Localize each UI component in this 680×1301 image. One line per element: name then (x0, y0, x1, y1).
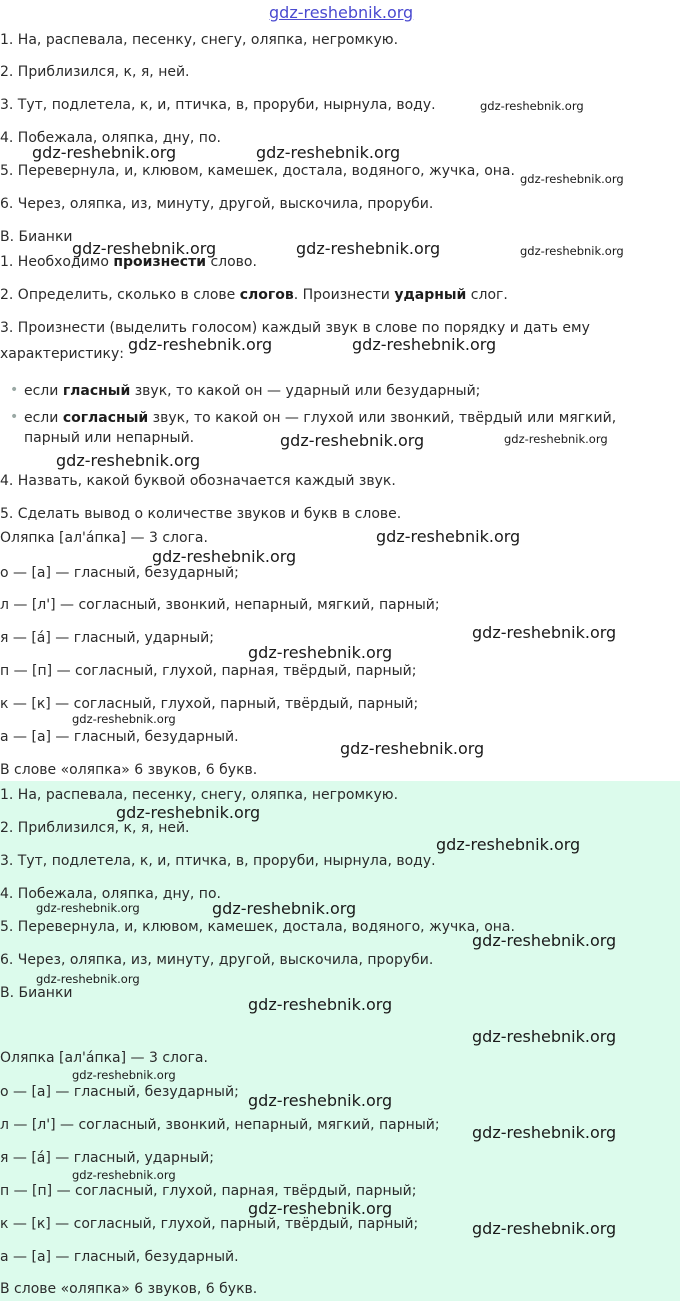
watermark: gdz-reshebnik.org (248, 1091, 393, 1110)
step-2-bold-1: слогов (239, 287, 294, 303)
step-4: 4. Назвать, какой буквой обозначается каждый звук. (0, 473, 396, 489)
letter-l: л — [л'] — согласный, звонкий, непарный, мягкий, парный; (0, 597, 440, 613)
step-1-end: слово. (206, 254, 257, 270)
watermark: gdz-reshebnik.org (340, 739, 485, 758)
watermark: gdz-reshebnik.org (128, 335, 273, 354)
letter-p: п — [п] — согласный, глухой, парная, твёрдый, парный; (0, 663, 417, 679)
watermark: gdz-reshebnik.org (248, 643, 393, 662)
bullet-consonant-text: если (24, 410, 63, 426)
bullet-vowel-text: если (24, 383, 63, 399)
watermark: gdz-reshebnik.org (504, 432, 608, 446)
watermark: gdz-reshebnik.org (520, 172, 624, 186)
step-1-bold: произнести (113, 254, 207, 270)
sentence-1: 1. На, распевала, песенку, снегу, оляпка, негромкую. (0, 32, 399, 48)
watermark: gdz-reshebnik.org (212, 899, 357, 918)
answer-letter-l: л — [л'] — согласный, звонкий, непарный, мягкий, парный; (0, 1117, 440, 1133)
watermark: gdz-reshebnik.org (36, 972, 140, 986)
watermark: gdz-reshebnik.org (56, 451, 201, 470)
watermark: gdz-reshebnik.org (116, 803, 261, 822)
letter-a: а — [а] — гласный, безударный. (0, 729, 239, 745)
letter-ya: я — [а́] — гласный, ударный; (0, 630, 214, 646)
step-2 (0, 286, 508, 304)
step-2-end: слог. (466, 287, 508, 303)
answer-letter-a: а — [а] — гласный, безударный. (0, 1249, 239, 1265)
answer-letter-p: п — [п] — согласный, глухой, парная, твёрдый, парный; (0, 1183, 417, 1199)
answer-sentence-2: 2. Приблизился, к, я, ней. (0, 820, 190, 836)
bullet-consonant-end: звук, то какой он — глухой или звонкий, твёрдый или мягкий, (148, 410, 617, 426)
answer-author: В. Бианки (0, 985, 73, 1001)
step-2-bold-2: ударный (394, 287, 467, 303)
step-5: 5. Сделать вывод о количестве звуков и букв в слове. (0, 506, 402, 522)
step-3-line-2: характеристику: (0, 346, 124, 362)
answer-letter-ya: я — [а́] — гласный, ударный; (0, 1150, 214, 1166)
sentence-2: 2. Приблизился, к, я, ней. (0, 64, 190, 80)
sentence-4: 4. Побежала, оляпка, дну, по. (0, 130, 221, 146)
watermark: gdz-reshebnik.org (472, 931, 617, 950)
watermark: gdz-reshebnik.org (436, 835, 581, 854)
watermark: gdz-reshebnik.org (72, 239, 217, 258)
watermark: gdz-reshebnik.org (480, 99, 584, 113)
watermark: gdz-reshebnik.org (352, 335, 497, 354)
watermark: gdz-reshebnik.org (256, 143, 401, 162)
watermark: gdz-reshebnik.org (472, 1027, 617, 1046)
answer-sentence-1: 1. На, распевала, песенку, снегу, оляпка, негромкую. (0, 787, 399, 803)
step-1-text: 1. Необходимо (0, 254, 114, 270)
watermark: gdz-reshebnik.org (36, 901, 140, 915)
letter-o: о — [а] — гласный, безударный; (0, 565, 239, 581)
watermark: gdz-reshebnik.org (472, 623, 617, 642)
watermark: gdz-reshebnik.org (248, 995, 393, 1014)
bullet-consonant-line-2: парный или непарный. (24, 430, 195, 446)
watermark: gdz-reshebnik.org (32, 143, 177, 162)
conclusion: В слове «оляпка» 6 звуков, 6 букв. (0, 762, 258, 778)
word-transcription: Оляпка [ал'а́пка] — 3 слога. (0, 530, 208, 546)
step-2-text: 2. Определить, сколько в слове (0, 287, 240, 303)
answer-sentence-4: 4. Побежала, оляпка, дну, по. (0, 886, 221, 902)
watermark: gdz-reshebnik.org (472, 1123, 617, 1142)
answer-letter-k: к — [к] — согласный, глухой, парный, твёрдый, парный; (0, 1216, 419, 1232)
watermark: gdz-reshebnik.org (296, 239, 441, 258)
author: В. Бианки (0, 229, 73, 245)
answer-sentence-6: 6. Через, оляпка, из, минуту, другой, выскочила, проруби. (0, 952, 434, 968)
bullet-vowel (24, 382, 480, 400)
bullet-icon: • (10, 382, 19, 398)
watermark: gdz-reshebnik.org (520, 244, 624, 258)
watermark: gdz-reshebnik.org (72, 1068, 176, 1082)
answer-sentence-5: 5. Перевернула, и, клювом, камешек, достала, водяного, жучка, она. (0, 919, 515, 935)
bullet-icon: • (10, 409, 19, 425)
watermark: gdz-reshebnik.org (152, 547, 297, 566)
watermark: gdz-reshebnik.org (280, 431, 425, 450)
answer-letter-o: о — [а] — гласный, безударный; (0, 1084, 239, 1100)
watermark-top[interactable]: gdz-reshebnik.org (269, 3, 414, 22)
step-3-line-1: 3. Произнести (выделить голосом) каждый звук в слове по порядку и дать ему (0, 320, 590, 336)
answer-conclusion: В слове «оляпка» 6 звуков, 6 букв. (0, 1281, 258, 1297)
answer-word-transcription: Оляпка [ал'а́пка] — 3 слога. (0, 1050, 208, 1066)
watermark: gdz-reshebnik.org (248, 1199, 393, 1218)
bullet-consonant-bold: согласный (62, 410, 149, 426)
bullet-vowel-bold: гласный (62, 383, 131, 399)
sentence-5: 5. Перевернула, и, клювом, камешек, достала, водяного, жучка, она. (0, 163, 515, 179)
step-2-mid: . Произнести (293, 287, 395, 303)
sentence-6: 6. Через, оляпка, из, минуту, другой, выскочила, проруби. (0, 196, 434, 212)
watermark: gdz-reshebnik.org (472, 1219, 617, 1238)
bullet-consonant (24, 409, 616, 427)
bullet-vowel-end: звук, то какой он — ударный или безударный; (130, 383, 481, 399)
answer-sentence-3: 3. Тут, подлетела, к, и, птичка, в, проруби, нырнула, воду. (0, 853, 436, 869)
watermark: gdz-reshebnik.org (72, 1168, 176, 1182)
sentence-3: 3. Тут, подлетела, к, и, птичка, в, проруби, нырнула, воду. (0, 97, 436, 113)
letter-k: к — [к] — согласный, глухой, парный, твёрдый, парный; (0, 696, 419, 712)
watermark: gdz-reshebnik.org (72, 712, 176, 726)
watermark: gdz-reshebnik.org (376, 527, 521, 546)
